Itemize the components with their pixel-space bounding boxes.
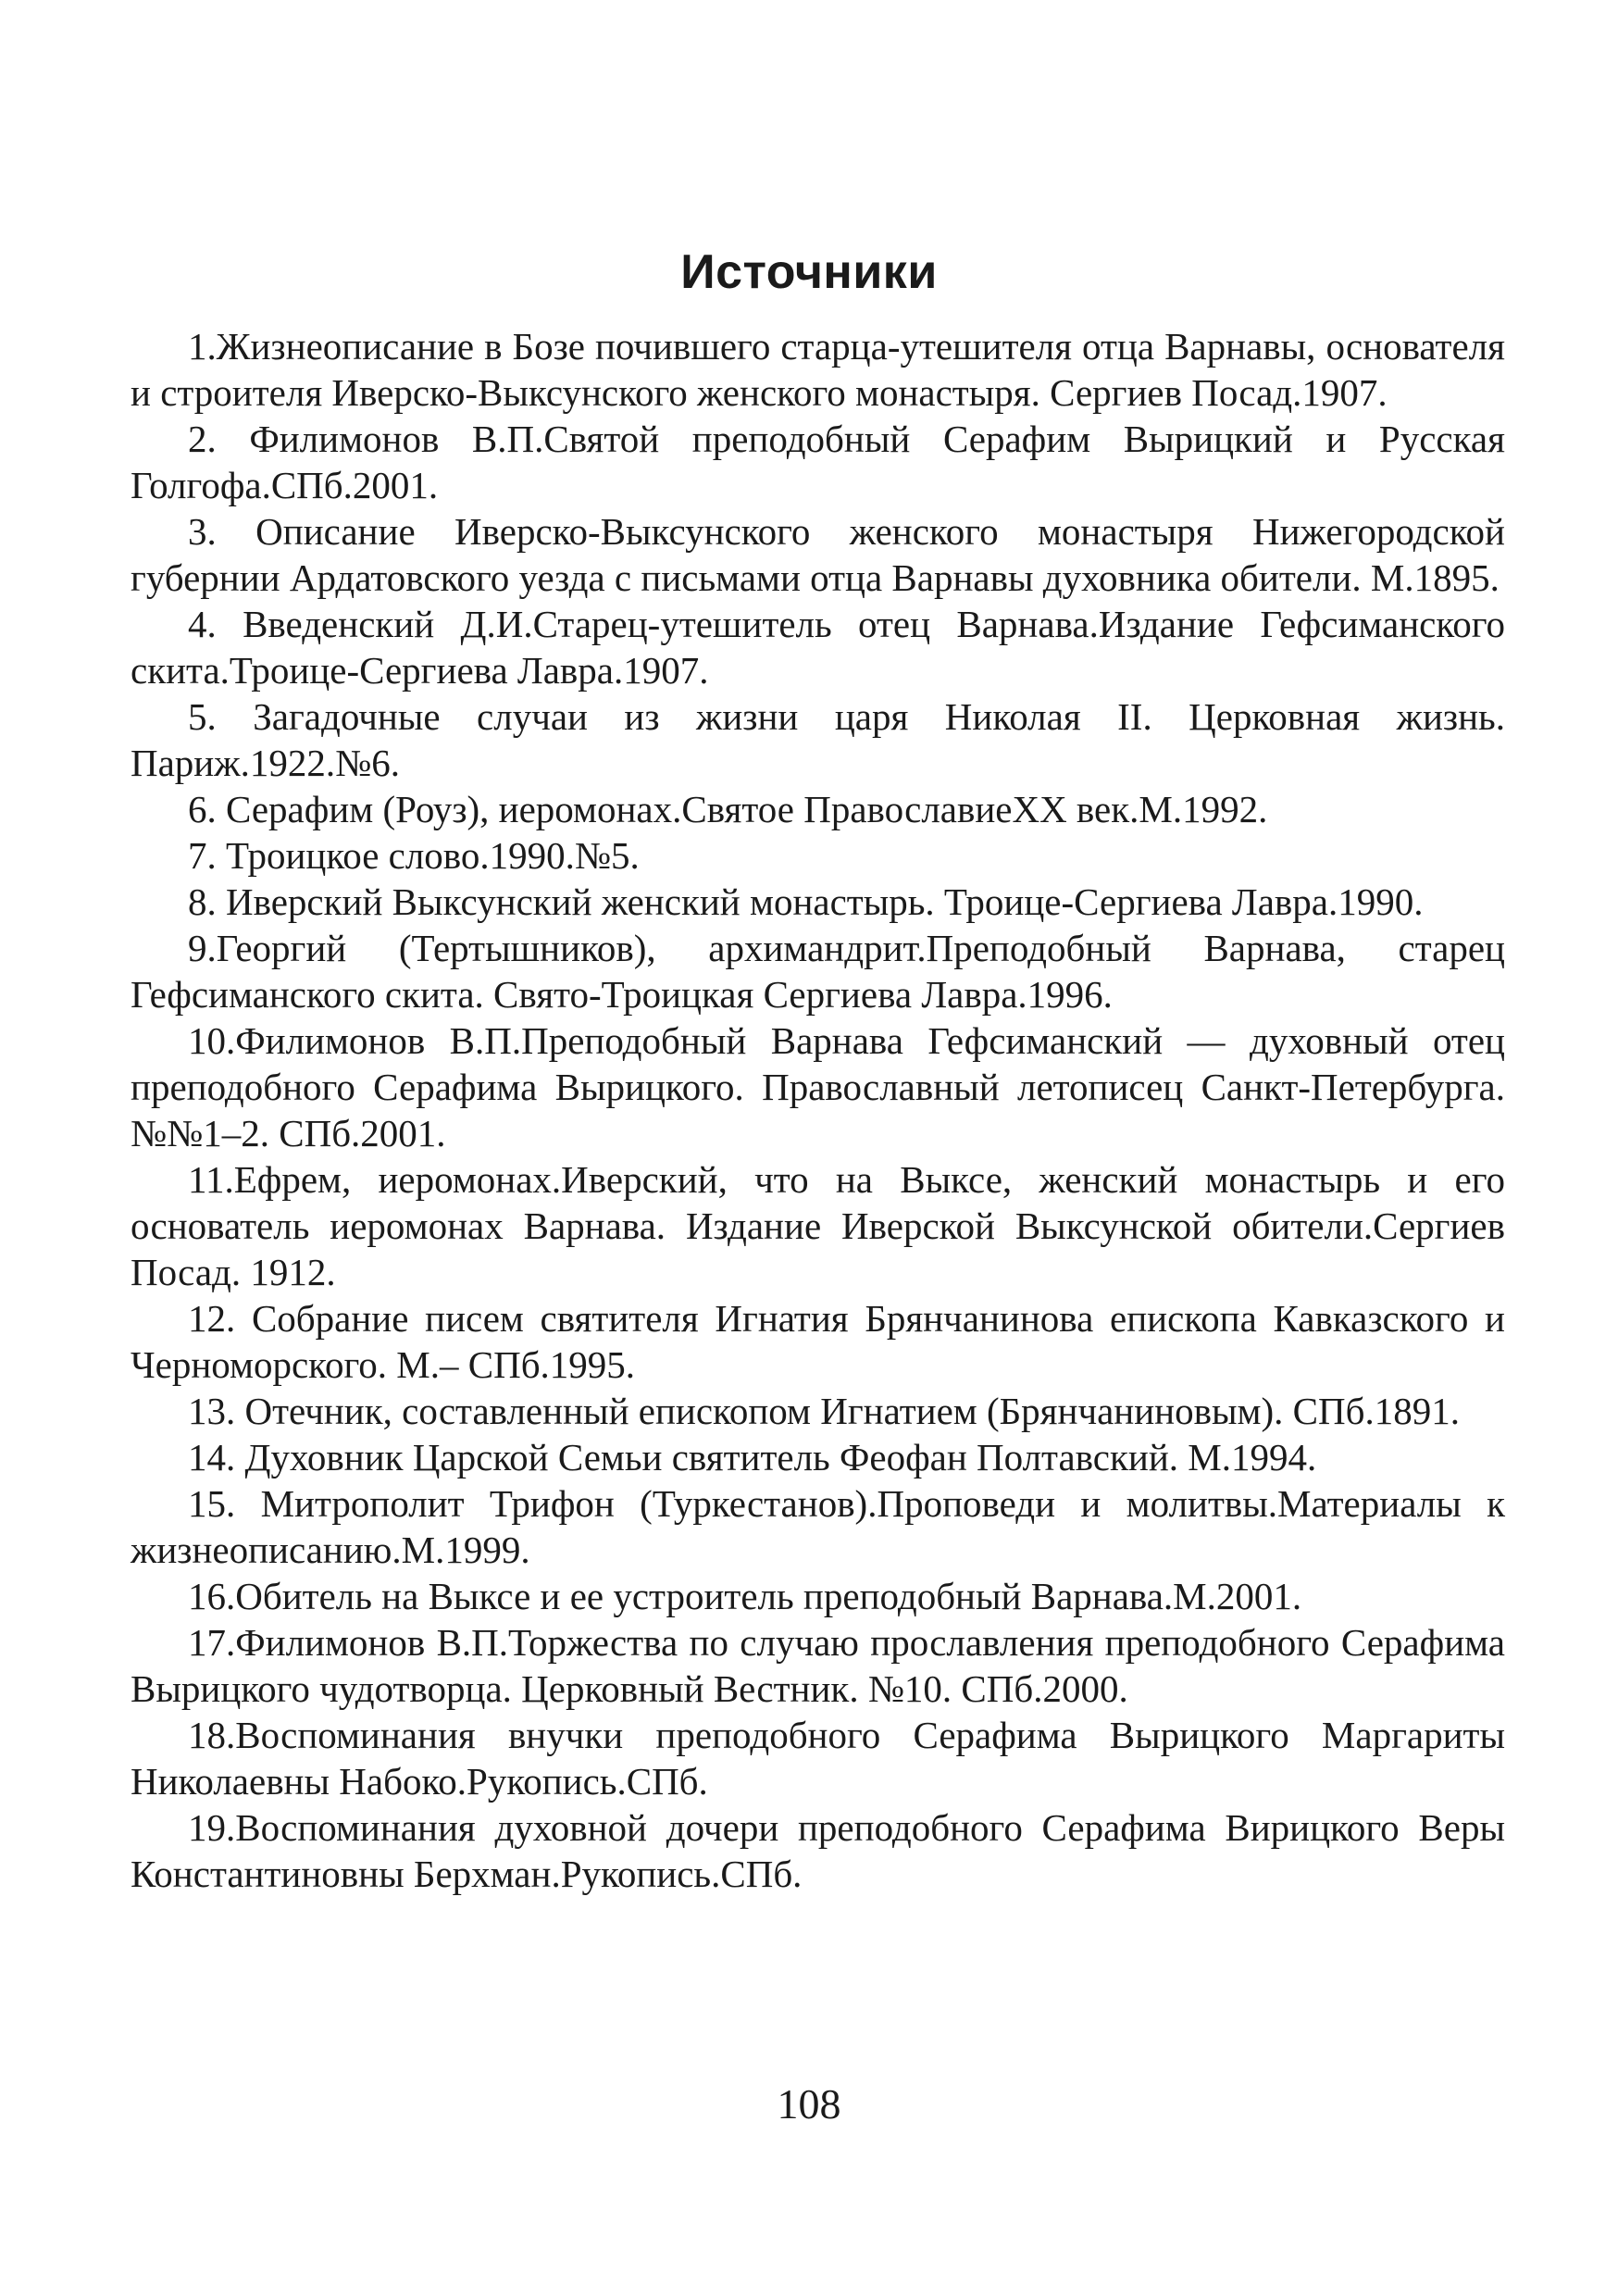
sources-list	[131, 323, 1505, 1897]
source-item: 6. Серафим (Роуз), иеромонах.Святое ПравославиеXX век.М.1992.	[188, 788, 1268, 830]
source-item: 18.Воспоминания внучки преподобного Серафима Вырицкого Маргариты Николаевны Набоко.Рукопись.СПб.	[131, 1714, 1505, 1803]
source-item: 5. Загадочные случаи из жизни царя Николая II. Церковная жизнь. Париж.1922.№6.	[131, 695, 1505, 784]
source-item: 13. Отечник, составленный епископом Игнатием (Брянчаниновым). СПб.1891.	[188, 1390, 1460, 1432]
source-item: 2. Филимонов В.П.Святой преподобный Серафим Вырицкий и Русская Голгофа.СПб.2001.	[131, 418, 1505, 506]
source-item: 10.Филимонов В.П.Преподобный Варнава Гефсиманский — духовный отец преподобного Серафима Вырицкого. Православный летописец Санкт-Петербурга. №№1–2. СПб.2001.	[131, 1019, 1505, 1154]
source-item: 1.Жизнеописание в Бозе почившего старца-утешителя отца Варнавы, основателя и строителя Иверско-Выксунского женского монастыря. Сергиев Посад.1907.	[131, 325, 1505, 414]
source-item: 17.Филимонов В.П.Торжества по случаю прославления преподобного Серафима Вырицкого чудотворца. Церковный Вестник. №10. СПб.2000.	[131, 1621, 1505, 1710]
source-item: 7. Троицкое слово.1990.№5.	[188, 834, 640, 877]
source-item: 14. Духовник Царской Семьи святитель Феофан Полтавский. М.1994.	[188, 1436, 1317, 1479]
source-item: 9.Георгий (Тертышников), архимандрит.Преподобный Варнава, старец Гефсиманского скита. Свято-Троицкая Сергиева Лавра.1996.	[131, 927, 1505, 1016]
source-item: 11.Ефрем, иеромонах.Иверский, что на Выксе, женский монастырь и его основатель иеромонах Варнава. Издание Иверской Выксунской обители.Сергиев Посад. 1912.	[131, 1158, 1505, 1293]
source-item: 8. Иверский Выксунский женский монастырь. Троице-Сергиева Лавра.1990.	[188, 880, 1424, 923]
source-item: 3. Описание Иверско-Выксунского женского монастыря Нижегородской губернии Ардатовского уезда с письмами отца Варнавы духовника обители. М.1895.	[131, 510, 1505, 599]
source-item: 15. Митрополит Трифон (Туркестанов).Проповеди и молитвы.Материалы к жизнеописанию.М.1999.	[131, 1482, 1505, 1571]
source-item: 12. Собрание писем святителя Игнатия Брянчанинова епископа Кавказского и Черноморского. М.– СПб.1995.	[131, 1297, 1505, 1386]
source-item: 4. Введенский Д.И.Старец-утешитель отец Варнава.Издание Гефсиманского скита.Троице-Сергиева Лавра.1907.	[131, 603, 1505, 692]
page-title: Источники	[680, 245, 938, 299]
page-number: 108	[777, 2080, 841, 2128]
source-item: 19.Воспоминания духовной дочери преподобного Серафима Вирицкого Веры Константиновны Берхман.Рукопись.СПб.	[131, 1806, 1505, 1895]
source-item: 16.Обитель на Выксе и ее устроитель преподобный Варнава.М.2001.	[188, 1575, 1302, 1617]
